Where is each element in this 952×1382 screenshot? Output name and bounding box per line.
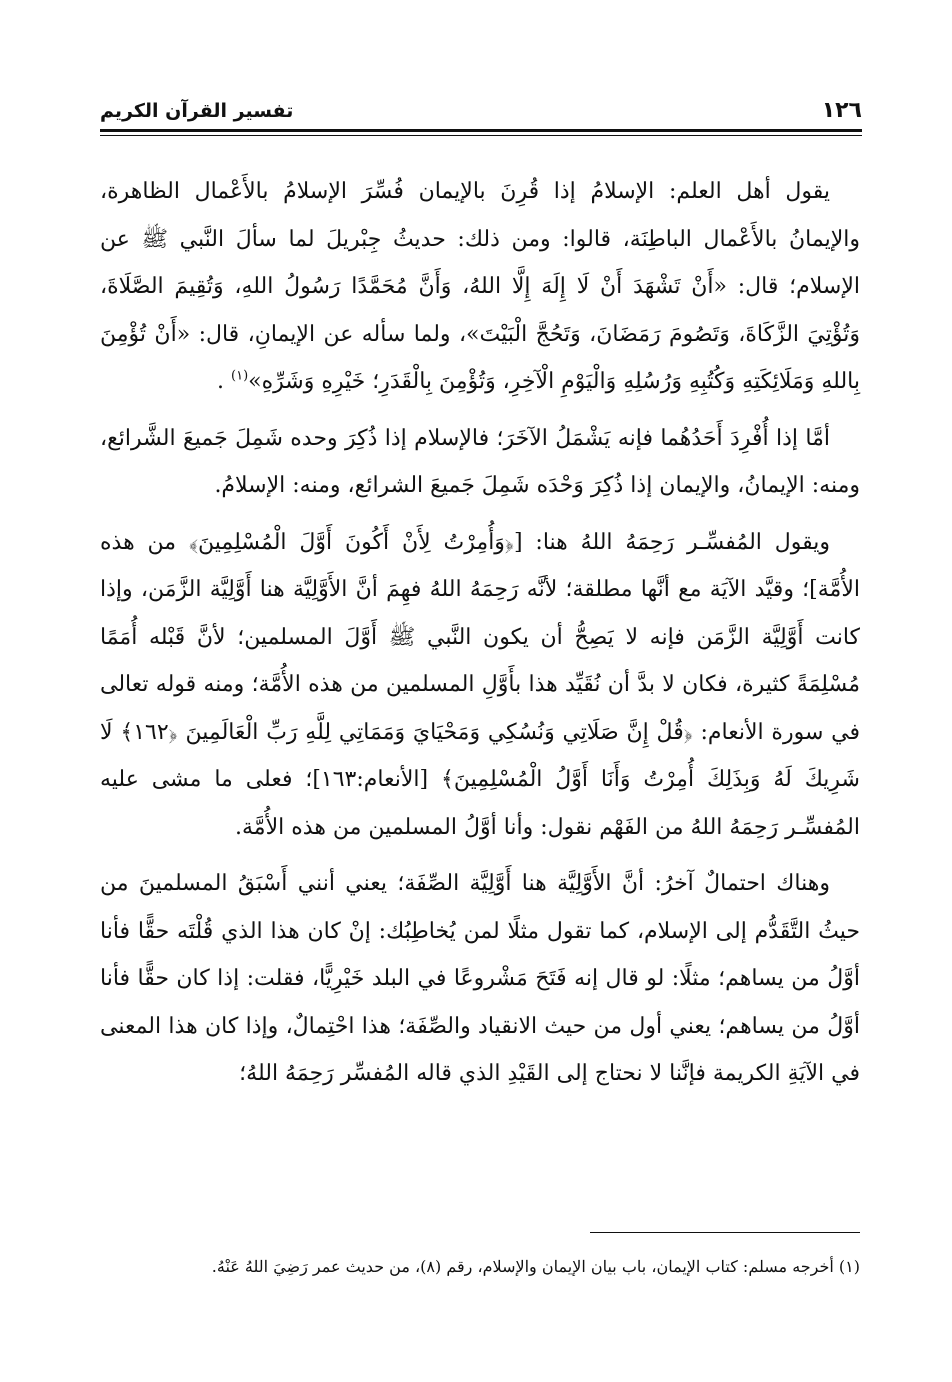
paragraph — [100, 168, 860, 406]
header-rule-thin — [100, 135, 862, 136]
paragraph-text: ويقول المُفسِّـر رَحِمَهُ اللهُ هنا: [﴿وَأُمِرْتُ لِأَنْ أَكُونَ أَوَّلَ الْمُسْلِمِينَ﴾ من هذه الأُمَّة]؛ وقيَّد الآيَة مع أنَّها مطلقة؛ لأنَّه رَحِمَهُ اللهُ فهِمَ أنَّ الأَوَّلِيَّة هنا أَوَّلِيَّة الزَّمَن، وإذا كانت أَوَّلِيَّة الزَّمَن فإنه لا يَصِحُّ أن يكون النَّبي ﷺ أَوَّلَ المسلمين؛ لأنَّ قَبْله أُمَمًا مُسْلِمَةً كثيرة، فكان لا بدَّ أن نُقَيِّد هذا بأَوَّلِ المسلمين من هذه الأُمَّة؛ ومنه قوله تعالى في سورة الأنعام: ﴿قُلْ إِنَّ صَلَاتِي وَنُسُكِي وَمَحْيَايَ وَمَمَاتِي لِلَّهِ رَبِّ الْعَالَمِينَ ﴿١٦٢﴾ لَا شَرِيكَ لَهُ وَبِذَلِكَ أُمِرْتُ وَأَنَا أَوَّلُ الْمُسْلِمِينَ﴾ [الأنعام:١٦٣]؛ فعلى ما مشى عليه المُفسِّـر رَحِمَهُ اللهُ من الفَهْم نقول: وأنا أوَّلُ المسلمين من هذه الأُمَّة. — [100, 529, 860, 840]
body-text — [100, 168, 860, 1107]
page-number: ١٢٦ — [821, 98, 862, 123]
footnote-reference: (١) — [231, 368, 249, 384]
paragraph-text: وهناك احتمالٌ آخرُ: أنَّ الأَوَّلِيَّة هنا أَوَّلِيَّة الصِّفَة؛ يعني أنني أَسْبَقُ المسلمينَ من حيثُ التَّقَدُّم إلى الإسلام، كما تقول مثلًا لمن يُخاطِبُك: إنْ كان هذا الذي قُلْتَه حقًّا فأنا أوَّلُ من يساهم؛ مثلًا: لو قال إنه فَتَحَ مَشْروعًا في البلد خَيْرِيًّا، فقلت: إذا كان حقًّا فأنا أوَّلُ من يساهم؛ يعني أول من حيث الانقياد والصِّفَة؛ هذا احْتِمالٌ، وإذا كان هذا المعنى في الآيَةِ الكريمة فإنَّنا لا نحتاج إلى القَيْدِ الذي قاله المُفسِّر رَحِمَهُ اللهُ؛ — [100, 871, 860, 1086]
paragraph-text: يقول أهل العلم: الإسلامُ إذا قُرِنَ بالإيمان فُسِّرَ الإسلامُ بالأَعْمال الظاهرة، والإيمانُ بالأَعْمال الباطِنَة، قالوا: ومن ذلك: حديثُ جِبْريلَ لما سألَ النَّبي ﷺ عن الإسلام؛ قال: «أَنْ تَشْهَدَ أَنْ لَا إِلَهَ إِلَّا اللهُ، وَأَنَّ مُحَمَّدًا رَسُولُ اللهِ، وَتُقِيمَ الصَّلَاةَ، وَتُؤْتِيَ الزَّكَاةَ، وَتَصُومَ رَمَضَانَ، وَتَحُجَّ الْبَيْتَ»، ولما سأله عن الإيمانِ، قال: «أَنْ تُؤْمِنَ بِاللهِ وَمَلَائِكَتِهِ وَكُتُبِهِ وَرُسُلِهِ وَالْيَوْمِ الْآخِرِ، وَتُؤْمِنَ بِالْقَدَرِ؛ خَيْرِهِ وَشَرِّهِ» — [100, 179, 860, 394]
paragraph-suffix: . — [217, 369, 232, 394]
header-rule — [100, 129, 862, 132]
paragraph — [100, 860, 860, 1098]
page-header — [100, 98, 862, 138]
footnote — [100, 1252, 860, 1282]
paragraph-text: أمَّا إذا أُفْرِدَ أَحَدُهُما فإنه يَشْمَلُ الآخَرَ؛ فالإسلام إذا ذُكِرَ وحده شَمِلَ جَميعَ الشَّرائع، ومنه: الإيمانُ، والإيمان إذا ذُكِرَ وَحْدَه شَمِلَ جَميعَ الشرائع، ومنه: الإسلامُ. — [100, 425, 860, 498]
running-title: تفسير القرآن الكريم — [100, 100, 294, 122]
footnote-divider — [590, 1232, 860, 1233]
paragraph — [100, 519, 860, 852]
footnote-text: (١) أخرجه مسلم: كتاب الإيمان، باب بيان الإيمان والإسلام، رقم (٨)، من حديث عمر رَضِيَ اللهُ عَنْهُ. — [211, 1257, 860, 1276]
paragraph — [100, 415, 860, 510]
